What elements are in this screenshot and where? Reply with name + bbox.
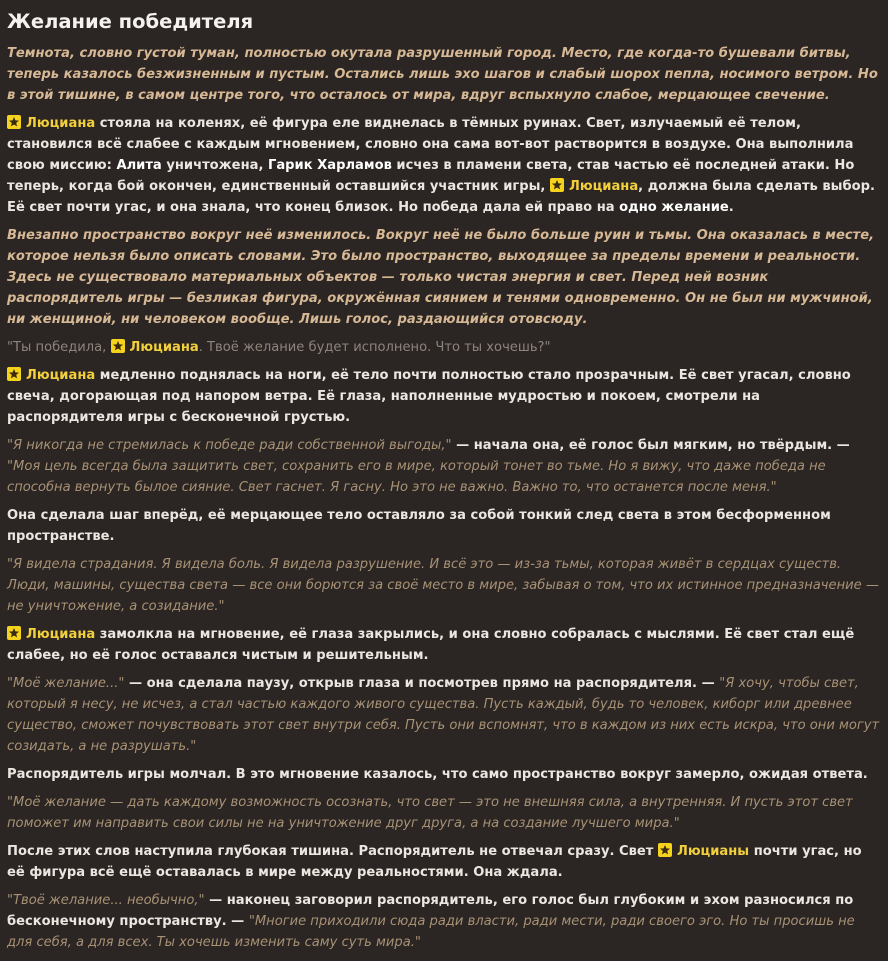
paragraph-13: После этих слов наступила глубокая тишина. Распорядитель не отвечал сразу. Свет Люцианы почти угас, но её фигура всё ещё оставалась в мире между реальностями. Она ждала. (7, 844, 862, 880)
star-icon (7, 367, 21, 381)
paragraph-8: "Я видела страдания. Я видела боль. Я видела разрушение. И всё это — из-за тьмы, которая живёт в сердцах существ. Люди, машины, существа света — все они борются за своё место в мире, забывая о том, что их истинное предназначение — не уничтожение, а созидание." (7, 557, 879, 614)
paragraph-11: Распорядитель игры молчал. В это мгновение казалось, что само пространство вокруг замерло, ожидая ответа. (7, 767, 868, 782)
paragraph-12: "Моё желание — дать каждому возможность осознать, что свет — это не внешняя сила, а внутренняя. И пусть этот свет поможет им направить свои силы не на уничтожение друг друга, а на создание лучшего мира." (7, 795, 853, 831)
star-icon (111, 339, 125, 353)
story-title: Желание победителя (7, 10, 254, 33)
star-icon (7, 115, 21, 129)
narration-paragraph-3: Внезапно пространство вокруг неё изменилось. Вокруг неё не было больше руин и тьмы. Она оказалась в месте, которое нельзя было описать словами. Это было пространство, выходящее за пределы времени и реальности. Здесь не существовало материальных объектов — только чистая энергия и свет. Перед ней возник распорядитель игры — безликая фигура, окружённая сиянием и тенями одновременно. Он не был ни мужчиной, ни женщиной, ни человеком вообще. Лишь голос, раздающийся отовсюду. (7, 228, 875, 327)
narration-paragraph-1: Темнота, словно густой туман, полностью окутала разрушенный город. Место, где когда-то бушевали битвы, теперь казалось безжизненным и пустым. Остались лишь эхо шагов и слабый шорох пепла, носимого ветром. Но в этой тишине, в самом центре того, что осталось от мира, вдруг вспыхнуло слабое, мерцающее свечение. (7, 46, 878, 103)
paragraph-14: "Твоё желание... необычно," — наконец заговорил распорядитель, его голос был глубоким и эхом разносился по бесконечному пространству. — "Многие приходили сюда ради власти, ради мести, ради своего эго. Но ты просишь не для себя, а для всех. Ты хочешь изменить саму суть мира." (7, 893, 855, 950)
paragraph-7: Она сделала шаг вперёд, её мерцающее тело оставляло за собой тонкий след света в этом бесформенном пространстве. (7, 508, 831, 544)
paragraph-6: "Я никогда не стремилась к победе ради собственной выгоды," — начала она, её голос был мягким, но твёрдым. — "Моя цель всегда была защитить свет, сохранить его в мире, который тонет во тьме. Но я вижу, что даже победа не способна вернуть былое сияние. Свет гаснет. Я гасну. Но это не важно. Важно то, что останется после меня." (7, 438, 850, 495)
character-mention[interactable]: Люциана (7, 627, 95, 642)
character-mention[interactable]: Люциана (7, 116, 95, 131)
paragraph-9: Люциана замолкла на мгновение, её глаза закрылись, и она словно собралась с мыслями. Её свет стал ещё слабее, но её голос оставался чистым и решительным. (7, 627, 855, 663)
star-icon (550, 178, 564, 192)
paragraph-2: Люциана стояла на коленях, её фигура еле виднелась в тёмных руинах. Свет, излучаемый её телом, становился всё слабее с каждым мгновением, словно она сама вот-вот растворится в воздухе. Она выполнила свою миссию: Алита уничтожена, Гарик Харламов исчез в пламени света, став частью её последней атаки. Но теперь, когда бой окончен, единственный оставшийся участник игры, Люциана, должна была сделать выбор. Её свет почти угас, и она знала, что конец близок. Но победа дала ей право на одно желание. (7, 116, 875, 215)
paragraph-10: "Моё желание..." — она сделала паузу, открыв глаза и посмотрев прямо на распорядителя. — "Я хочу, чтобы свет, который я несу, не исчез, а стал частью каждого живого существа. Пусть каждый, будь то человек, киборг или древнее существо, сможет почувствовать этот свет внутри себя. Пусть они вспомнят, что в каждом из них есть искра, что они могут созидать, а не разрушать." (7, 676, 880, 754)
character-mention[interactable]: Люциана (550, 179, 638, 194)
character-mention[interactable]: Люцианы (658, 844, 749, 859)
quote-paragraph-4: "Ты победила, Люциана. Твоё желание будет исполнено. Что ты хочешь?" (7, 340, 551, 355)
star-icon (7, 626, 21, 640)
character-mention[interactable]: Люциана (7, 368, 95, 383)
character-mention[interactable]: Люциана (111, 340, 199, 355)
paragraph-5: Люциана медленно поднялась на ноги, её тело почти полностью стало прозрачным. Её свет угасал, словно свеча, догорающая под напором ветра. Её глаза, наполненные мудростью и покоем, смотрели на распорядителя игры с бесконечной грустью. (7, 368, 851, 425)
star-icon (658, 843, 672, 857)
